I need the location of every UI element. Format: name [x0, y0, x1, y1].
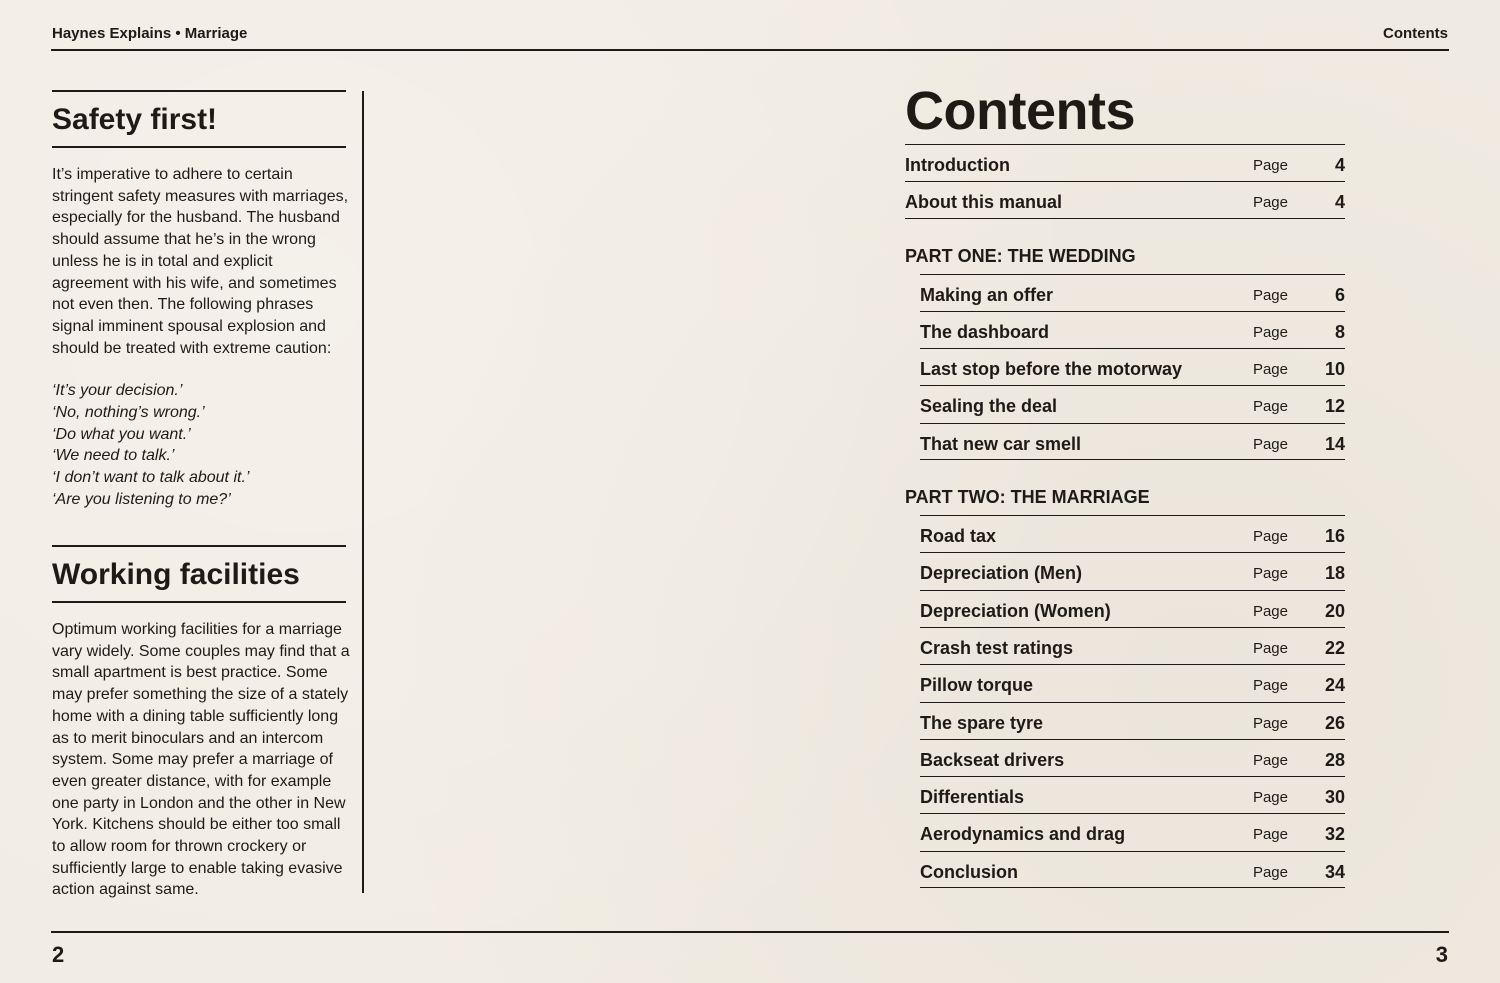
toc-page-number: 10 [1324, 359, 1345, 380]
toc-page-number: 26 [1324, 712, 1345, 733]
phrase: ‘We need to talk.’ [52, 447, 175, 465]
warning-phrases [52, 380, 346, 510]
toc-entry-label: Last stop before the motorway [920, 359, 1183, 380]
part-heading [905, 460, 1345, 515]
toc-entry-label: The dashboard [920, 321, 1050, 342]
toc-page-number: 18 [1324, 563, 1345, 584]
toc-entry-label: Introduction [905, 155, 1010, 175]
toc-entry[interactable] [920, 739, 1345, 776]
page-title: Contents [905, 81, 1135, 141]
toc-entry[interactable] [920, 274, 1345, 311]
toc-page-word: Page [1252, 286, 1288, 304]
toc-entry[interactable] [920, 851, 1345, 888]
toc-entry-label: Crash test ratings [920, 637, 1074, 658]
toc-page-word: Page [1252, 565, 1288, 583]
toc-page-number: 24 [1324, 675, 1345, 696]
phrase: ‘No, nothing’s wrong.’ [52, 404, 205, 422]
toc-page-word: Page [1252, 602, 1288, 620]
toc-entry[interactable] [905, 144, 1345, 181]
toc-entry-label: Making an offer [920, 284, 1054, 305]
section-body: It’s imperative to adhere to certain stringent safety measures with marriages, especially for the husband. The husband should assume that he’s in the wrong unless he is in total and explicit agreement with his wife, and sometimes not even then. The following phrases signal imminent spousal explosion and should be treated with extreme caution: [52, 166, 349, 357]
toc-page-word: Page [1252, 323, 1288, 341]
toc-entry-label: Aerodynamics and drag [920, 824, 1126, 845]
toc-entry-label: Conclusion [920, 861, 1018, 882]
phrase: ‘It’s your decision.’ [52, 382, 183, 400]
toc-entry-label: Depreciation (Men) [920, 563, 1083, 584]
toc-page-number: 4 [1334, 155, 1345, 175]
safety-first-section [52, 90, 349, 511]
toc-entry-label: Road tax [920, 526, 997, 547]
phrase: ‘Do what you want.’ [52, 425, 191, 443]
part-heading-label: PART TWO: THE MARRIAGE [905, 487, 1150, 508]
toc-page-word: Page [1252, 863, 1288, 881]
toc-entry-label: The spare tyre [920, 712, 1044, 733]
toc-page-number: 6 [1334, 284, 1345, 305]
running-header-right: Contents [1383, 25, 1448, 42]
toc-entry[interactable] [920, 702, 1345, 739]
toc-page-word: Page [1252, 528, 1288, 546]
toc-page-number: 14 [1324, 433, 1345, 454]
toc-page-number: 28 [1324, 749, 1345, 770]
toc-page-number: 22 [1324, 637, 1345, 658]
toc-entry[interactable] [920, 385, 1345, 422]
working-facilities-section [52, 545, 350, 901]
toc-entry[interactable] [920, 776, 1345, 813]
toc-page-number: 20 [1324, 600, 1345, 621]
toc-entry-label: Differentials [920, 787, 1025, 808]
footer-rule [51, 931, 1449, 933]
toc-page-word: Page [1252, 398, 1288, 416]
running-header-left: Haynes Explains • Marriage [52, 25, 248, 42]
toc-entry[interactable] [920, 515, 1345, 552]
toc-page-number: 4 [1334, 192, 1345, 213]
section-top-rule [52, 90, 346, 92]
part-heading-label: PART ONE: THE WEDDING [905, 245, 1136, 266]
toc-entry[interactable] [920, 664, 1345, 701]
toc-entry-label: Depreciation (Women) [920, 600, 1111, 621]
toc-page-number: 30 [1324, 787, 1345, 808]
toc-entry[interactable] [905, 181, 1345, 218]
toc-entry-label: Backseat drivers [920, 749, 1065, 770]
section-title-rule [52, 601, 346, 603]
toc-page-number: 32 [1324, 824, 1345, 845]
column-divider [362, 91, 364, 893]
part-heading [905, 219, 1345, 274]
section-body: Optimum working facilities for a marriage vary widely. Some couples may find that a small apartment is best practice. Some may prefer something the size of a stately home with a dining table sufficiently long as to merit binoculars and an intercom system. Some may prefer a marriage of even greater distance, with for example one party in London and the other in New York. Kitchens should be either too small to allow room for thrown crockery or sufficiently large to enable taking evasive action against same. [52, 621, 350, 899]
toc-page-word: Page [1252, 361, 1288, 379]
toc-entry[interactable] [920, 423, 1345, 460]
toc-page-word: Page [1252, 157, 1288, 174]
toc-page-word: Page [1252, 194, 1288, 212]
section-title-rule [52, 146, 346, 148]
page-number-left: 2 [52, 942, 65, 967]
phrase: ‘I don’t want to talk about it.’ [52, 469, 250, 487]
table-of-contents [905, 144, 1345, 888]
section-title: Working facilities [52, 558, 300, 591]
toc-page-word: Page [1252, 826, 1288, 844]
toc-page-word: Page [1252, 789, 1288, 807]
toc-page-word: Page [1252, 435, 1288, 453]
toc-page-word: Page [1252, 751, 1288, 769]
section-top-rule [52, 545, 346, 547]
toc-entry-label: Sealing the deal [920, 396, 1058, 417]
toc-entry[interactable] [920, 311, 1345, 348]
toc-entry[interactable] [920, 627, 1345, 664]
toc-entry[interactable] [920, 813, 1345, 850]
toc-entry-label: Pillow torque [920, 675, 1034, 696]
phrase: ‘Are you listening to me?’ [52, 490, 231, 508]
toc-entry-label: That new car smell [920, 433, 1082, 454]
toc-page-word: Page [1252, 677, 1288, 695]
toc-page-number: 8 [1334, 321, 1345, 342]
toc-entry[interactable] [920, 552, 1345, 589]
toc-entry[interactable] [920, 590, 1345, 627]
toc-entry-label: About this manual [905, 192, 1062, 213]
toc-page-number: 12 [1324, 396, 1345, 417]
header-rule [51, 49, 1449, 51]
toc-page-number: 16 [1324, 526, 1345, 547]
toc-entry[interactable] [920, 348, 1345, 385]
toc-page-word: Page [1252, 639, 1288, 657]
toc-page-word: Page [1252, 714, 1288, 732]
page-number-right: 3 [1435, 942, 1448, 967]
section-title: Safety first! [52, 103, 218, 136]
toc-page-number: 34 [1324, 861, 1345, 882]
